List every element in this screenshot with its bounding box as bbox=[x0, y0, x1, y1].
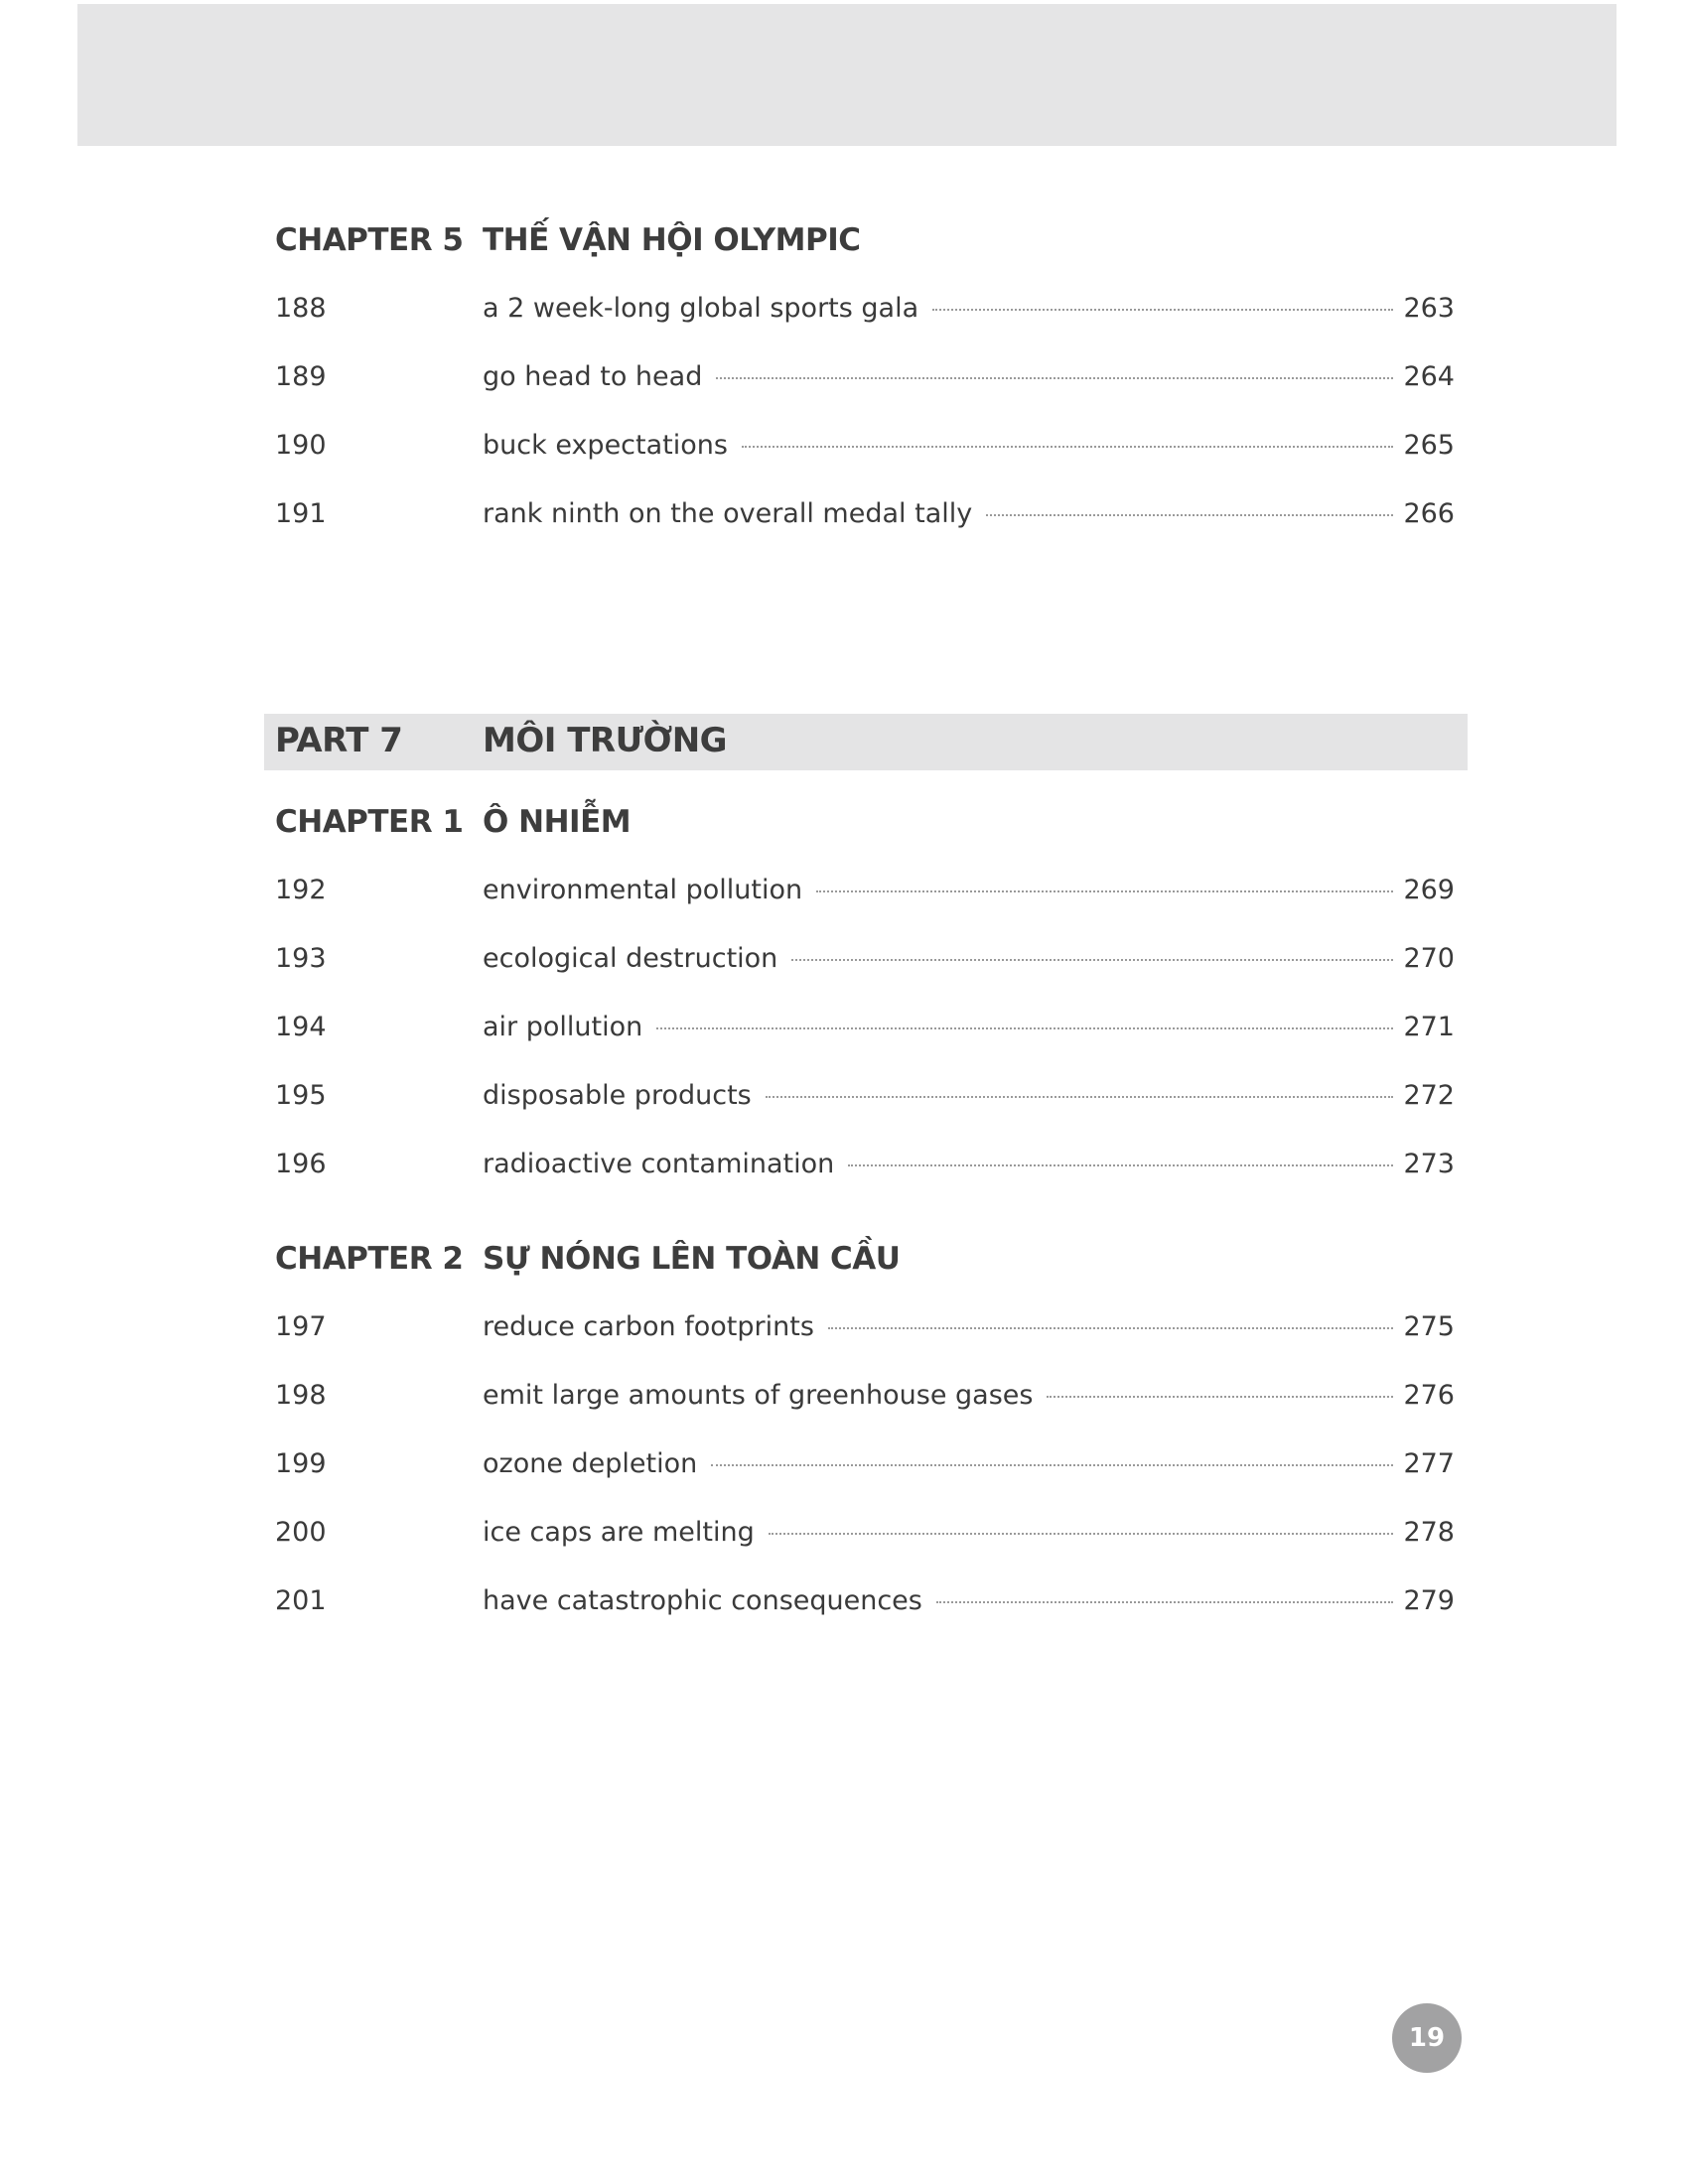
entry-page: 271 bbox=[1403, 1012, 1455, 1042]
dot-leader bbox=[848, 1164, 1393, 1166]
entry-leader bbox=[483, 1311, 1455, 1342]
entry-text: environmental pollution bbox=[483, 875, 803, 905]
page-number-badge: 19 bbox=[1392, 2003, 1462, 2073]
entry-number: 195 bbox=[275, 1080, 327, 1111]
chapter-heading bbox=[0, 208, 1688, 278]
entry-text: emit large amounts of greenhouse gases bbox=[483, 1380, 1034, 1411]
entry-page: 265 bbox=[1403, 430, 1455, 461]
toc-entry[interactable] bbox=[0, 928, 1688, 997]
entry-leader bbox=[483, 1517, 1455, 1548]
part-heading bbox=[264, 714, 1468, 770]
entry-text: a 2 week-long global sports gala bbox=[483, 293, 919, 324]
entry-page: 275 bbox=[1403, 1311, 1455, 1342]
entry-number: 196 bbox=[275, 1149, 327, 1179]
entry-page: 276 bbox=[1403, 1380, 1455, 1411]
toc-entry[interactable] bbox=[0, 1365, 1688, 1433]
entry-number: 188 bbox=[275, 293, 327, 324]
toc-entry[interactable] bbox=[0, 1065, 1688, 1134]
entry-number: 194 bbox=[275, 1012, 327, 1042]
chapter-label: CHAPTER 2 bbox=[275, 1241, 464, 1277]
toc-entry[interactable] bbox=[0, 483, 1688, 552]
chapter-title: SỰ NÓNG LÊN TOÀN CẦU bbox=[483, 1241, 901, 1277]
chapter-label: CHAPTER 5 bbox=[275, 222, 464, 258]
part-7-section bbox=[0, 714, 1688, 770]
toc-entry[interactable] bbox=[0, 860, 1688, 928]
entry-number: 198 bbox=[275, 1380, 327, 1411]
dot-leader bbox=[816, 890, 1393, 892]
entry-leader bbox=[483, 1585, 1455, 1616]
toc-entry[interactable] bbox=[0, 1134, 1688, 1202]
entry-leader bbox=[483, 943, 1455, 974]
entry-leader bbox=[483, 1012, 1455, 1042]
entry-number: 190 bbox=[275, 430, 327, 461]
entry-text: radioactive contamination bbox=[483, 1149, 835, 1179]
entry-page: 263 bbox=[1403, 293, 1455, 324]
chapter-1-section bbox=[0, 790, 1688, 1202]
entry-text: disposable products bbox=[483, 1080, 752, 1111]
chapter-2-section bbox=[0, 1227, 1688, 1639]
entry-leader bbox=[483, 498, 1455, 529]
chapter-title: Ô NHIỄM bbox=[483, 804, 632, 840]
entry-number: 201 bbox=[275, 1585, 327, 1616]
entry-text: air pollution bbox=[483, 1012, 643, 1042]
dot-leader bbox=[711, 1464, 1393, 1466]
entry-text: ecological destruction bbox=[483, 943, 778, 974]
part-label: PART 7 bbox=[275, 721, 403, 760]
entry-text: ice caps are melting bbox=[483, 1517, 755, 1548]
entry-text: buck expectations bbox=[483, 430, 728, 461]
chapter-heading bbox=[0, 1227, 1688, 1297]
chapter-5-section bbox=[0, 208, 1688, 552]
entry-number: 191 bbox=[275, 498, 327, 529]
entry-page: 277 bbox=[1403, 1448, 1455, 1479]
dot-leader bbox=[828, 1327, 1394, 1329]
entry-page: 272 bbox=[1403, 1080, 1455, 1111]
dot-leader bbox=[766, 1096, 1394, 1098]
chapter-title: THẾ VẬN HỘI OLYMPIC bbox=[483, 222, 861, 258]
entry-page: 264 bbox=[1403, 361, 1455, 392]
entry-page: 278 bbox=[1403, 1517, 1455, 1548]
entry-number: 200 bbox=[275, 1517, 327, 1548]
toc-entry[interactable] bbox=[0, 1297, 1688, 1365]
entry-page: 279 bbox=[1403, 1585, 1455, 1616]
entry-page: 273 bbox=[1403, 1149, 1455, 1179]
entry-page: 266 bbox=[1403, 498, 1455, 529]
entry-number: 192 bbox=[275, 875, 327, 905]
toc-entry[interactable] bbox=[0, 1433, 1688, 1502]
entry-text: rank ninth on the overall medal tally bbox=[483, 498, 973, 529]
entry-text: go head to head bbox=[483, 361, 703, 392]
entry-text: have catastrophic consequences bbox=[483, 1585, 922, 1616]
toc-entry[interactable] bbox=[0, 346, 1688, 415]
entry-number: 189 bbox=[275, 361, 327, 392]
entry-number: 193 bbox=[275, 943, 327, 974]
entry-leader bbox=[483, 430, 1455, 461]
entry-leader bbox=[483, 875, 1455, 905]
entry-page: 269 bbox=[1403, 875, 1455, 905]
chapter-heading bbox=[0, 790, 1688, 860]
part-title: MÔI TRƯỜNG bbox=[483, 721, 728, 760]
entry-page: 270 bbox=[1403, 943, 1455, 974]
toc-entry[interactable] bbox=[0, 415, 1688, 483]
entry-leader bbox=[483, 1380, 1455, 1411]
entry-text: reduce carbon footprints bbox=[483, 1311, 814, 1342]
dot-leader bbox=[656, 1027, 1393, 1029]
entry-leader bbox=[483, 1080, 1455, 1111]
entry-leader bbox=[483, 293, 1455, 324]
dot-leader bbox=[791, 959, 1393, 961]
entry-number: 197 bbox=[275, 1311, 327, 1342]
dot-leader bbox=[742, 446, 1394, 448]
dot-leader bbox=[936, 1601, 1394, 1603]
header-band bbox=[77, 4, 1617, 146]
toc-entry[interactable] bbox=[0, 997, 1688, 1065]
dot-leader bbox=[932, 309, 1393, 311]
toc-entry[interactable] bbox=[0, 278, 1688, 346]
entry-leader bbox=[483, 1448, 1455, 1479]
entry-leader bbox=[483, 1149, 1455, 1179]
entry-text: ozone depletion bbox=[483, 1448, 698, 1479]
dot-leader bbox=[716, 377, 1393, 379]
dot-leader bbox=[1047, 1396, 1393, 1398]
entry-leader bbox=[483, 361, 1455, 392]
dot-leader bbox=[986, 514, 1393, 516]
chapter-label: CHAPTER 1 bbox=[275, 804, 464, 840]
toc-entry[interactable] bbox=[0, 1502, 1688, 1570]
toc-entry[interactable] bbox=[0, 1570, 1688, 1639]
entry-number: 199 bbox=[275, 1448, 327, 1479]
dot-leader bbox=[769, 1533, 1394, 1535]
